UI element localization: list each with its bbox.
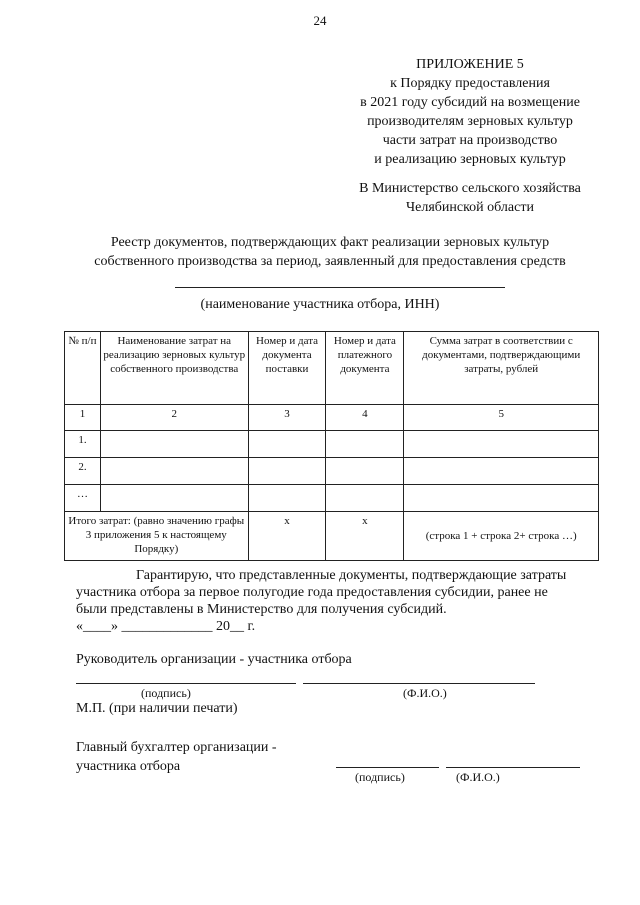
chief-accountant-label: [76, 738, 277, 776]
total-label: Итого затрат: (равно значению графы 3 приложения 5 к настоящему Порядку): [65, 512, 249, 561]
appendix-line: в 2021 году субсидий на возмещение: [360, 95, 580, 110]
accountant-line: участника отбора: [76, 759, 181, 774]
table-cell: [326, 485, 404, 512]
stamp-note: М.П. (при наличии печати): [76, 701, 238, 716]
total-col3: x: [248, 512, 326, 561]
table-row: [65, 458, 599, 485]
table-cell: [326, 431, 404, 458]
header-cell: Номер и дата платежного документа: [326, 332, 404, 405]
appendix-line: производителям зерновых культур: [367, 114, 573, 129]
page-number: 24: [313, 13, 327, 28]
table-header-row: [65, 332, 599, 405]
appendix-line: к Порядку предоставления: [390, 76, 550, 91]
column-number: 5: [404, 405, 599, 431]
header-cell: № п/п: [65, 332, 101, 405]
head-signature-line: [76, 683, 296, 684]
total-formula: (строка 1 + строка 2+ строка …): [404, 512, 599, 561]
appendix-header: [330, 55, 610, 169]
accountant-line: Главный бухгалтер организации -: [76, 740, 277, 755]
head-signature-caption: (подпись): [141, 686, 191, 700]
column-number: 4: [326, 405, 404, 431]
header-cell: Наименование затрат на реализацию зерновых культур собственного производства: [100, 332, 248, 405]
appendix-line: и реализацию зерновых культур: [374, 152, 566, 167]
table-cell: [100, 458, 248, 485]
table-cell: [404, 458, 599, 485]
head-of-organization-label: Руководитель организации - участника отбора: [76, 652, 352, 667]
table-cell: [404, 431, 599, 458]
column-number-row: [65, 405, 599, 431]
table-cell: [100, 431, 248, 458]
table-cell: [248, 458, 326, 485]
title-line: собственного производства за период, заявленный для предоставления средств: [94, 254, 566, 269]
addressee-line: В Министерство сельского хозяйства: [359, 181, 581, 196]
guarantee-line: участника отбора за первое полугодие года предоставления субсидии, ранее не: [76, 585, 548, 600]
accountant-name-caption: (Ф.И.О.): [456, 770, 500, 784]
column-number: 1: [65, 405, 101, 431]
header-cell: Номер и дата документа поставки: [248, 332, 326, 405]
table-cell: [404, 485, 599, 512]
column-number: 2: [100, 405, 248, 431]
table-cell: [248, 485, 326, 512]
table-cell: [326, 458, 404, 485]
head-name-line: [303, 683, 535, 684]
title-line: Реестр документов, подтверждающих факт реализации зерновых культур: [110, 235, 550, 250]
participant-caption: (наименование участника отбора, ИНН): [200, 297, 440, 312]
guarantee-paragraph: [76, 567, 596, 618]
accountant-signature-caption: (подпись): [355, 770, 405, 784]
documents-register-table: [64, 331, 599, 561]
appendix-line: части затрат на производство: [382, 133, 558, 148]
header-cell: Сумма затрат в соответствии с документами, подтверждающими затраты, рублей: [404, 332, 599, 405]
head-name-caption: (Ф.И.О.): [403, 686, 447, 700]
date-line: «____» _____________ 20__ г.: [76, 619, 256, 634]
column-number: 3: [248, 405, 326, 431]
addressee: [330, 179, 610, 217]
appendix-line: ПРИЛОЖЕНИЕ 5: [416, 57, 524, 72]
accountant-name-line: [446, 767, 580, 768]
total-row: [65, 512, 599, 561]
row-number: …: [65, 485, 101, 512]
accountant-signature-line: [336, 767, 439, 768]
document-title: [40, 233, 620, 271]
total-col4: x: [326, 512, 404, 561]
table-cell: [100, 485, 248, 512]
table-row: [65, 485, 599, 512]
guarantee-line: были представлены в Министерство для получения субсидий.: [76, 602, 447, 617]
participant-name-line: [175, 287, 505, 288]
addressee-line: Челябинской области: [406, 200, 534, 215]
table-row: [65, 431, 599, 458]
row-number: 2.: [65, 458, 101, 485]
row-number: 1.: [65, 431, 101, 458]
table-cell: [248, 431, 326, 458]
guarantee-line: Гарантирую, что представленные документы, подтверждающие затраты: [136, 568, 567, 583]
